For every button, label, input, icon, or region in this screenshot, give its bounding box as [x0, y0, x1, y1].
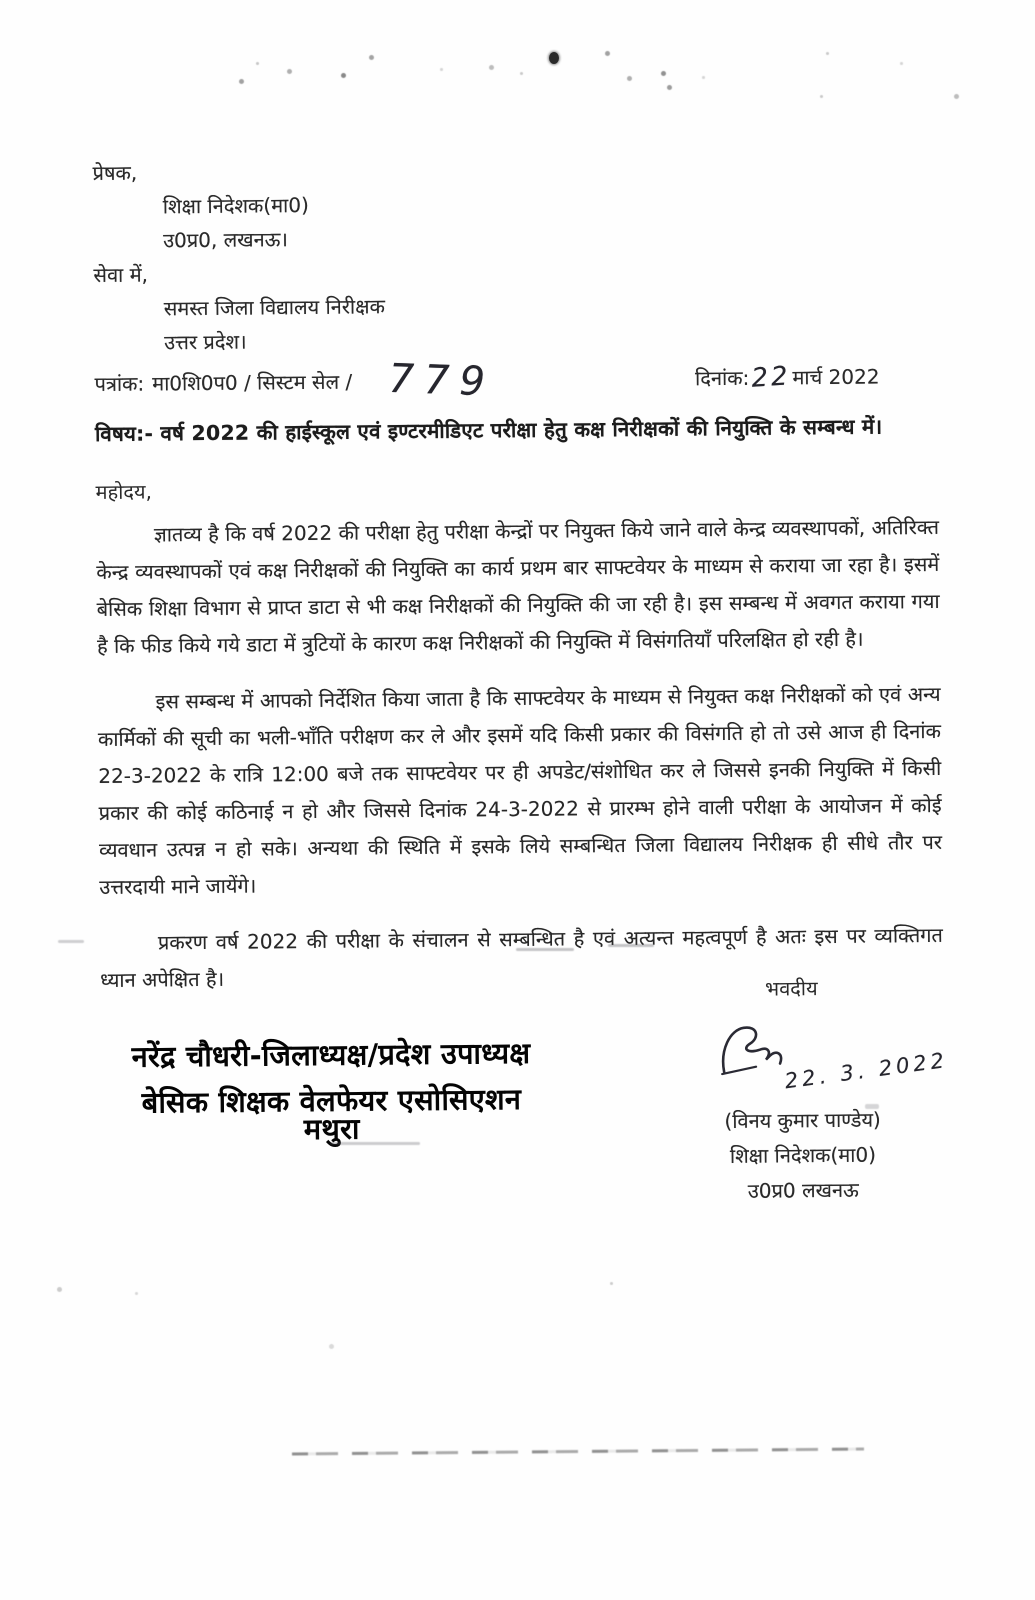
reference-number: मा0शि0प0 / सिस्टम सेल / — [152, 369, 353, 396]
scan-smudge — [608, 944, 654, 947]
sender-address: उ0प्र0, लखनऊ। — [163, 227, 289, 253]
signature-area — [652, 1016, 953, 1105]
body-paragraph-2: इस सम्बन्ध में आपको निर्देशित किया जाता है कि साफ्टवेयर के माध्यम से नियुक्त कक्ष निरीक्षकों को एवं अन्य कार्मिकों की सूची का भली-भाँति परीक्षण कर ले और इसमें यदि किसी प्रकार की विसंगति हो तो उसे आज ही दिनांक 22-3-2022 के रात्रि 12:00 बजे तक साफ्टवेयर पर ही अपडेट/संशोधित कर ले जिससे इनकी नियुक्ति में किसी प्रकार की कोई कठिनाई न हो और जिससे दिनांक 24-3-2022 से प्रारम्भ होने वाली परीक्षा के आयोजन में कोई व्यवधान उत्पन्न न हो सके। अन्यथा की स्थिति में इसके लिये सम्बन्धित जिला विद्यालय निरीक्षक ही सीधे तौर पर उत्तरदायी माने जायेंगे। — [97, 681, 943, 900]
salutation: महोदय, — [95, 479, 153, 505]
sender-name: शिक्षा निदेशक(मा0) — [162, 192, 309, 219]
handwritten-date-day: 22 — [750, 361, 792, 394]
date-month-year: मार्च 2022 — [792, 364, 880, 390]
recipient-address: उत्तर प्रदेश। — [164, 329, 247, 355]
signatory-designation: शिक्षा निदेशक(मा0) — [729, 1142, 877, 1168]
scan-smudge — [516, 948, 574, 951]
body-paragraph-1: ज्ञातव्य है कि वर्ष 2022 की परीक्षा हेतु परीक्षा केन्द्रों पर नियुक्त किये जाने वाले केन्द्र व्यवस्थापकों, अतिरिक्त केन्द्र व्यवस्थापकों एवं कक्ष निरीक्षकों की नियुक्ति का कार्य प्रथम बार साफ्टवेयर के माध्यम से कराया जा रहा है। इसमें बेसिक शिक्षा विभाग से प्राप्त डाटा से भी कक्ष निरीक्षकों की नियुक्ति की जा रही है। इस सम्बन्ध में अवगत कराया गया है कि फीड किये गये डाटा में त्रुटियों के कारण कक्ष निरीक्षकों की नियुक्ति में विसंगतियाँ परिलक्षित हो रही है। — [96, 514, 940, 659]
overlay-stamp — [88, 1029, 575, 1148]
sender-label: प्रेषक, — [92, 160, 138, 186]
recipient-label: सेवा में, — [93, 262, 149, 288]
subject-line: विषय:- वर्ष 2022 की हाईस्कूल एवं इण्टरमीडिएट परीक्षा हेतु कक्ष निरीक्षकों की नियुक्ति के सम्बन्ध में। — [94, 414, 883, 447]
scan-smudge — [330, 1142, 420, 1145]
signatory-office: उ0प्र0 लखनऊ — [747, 1177, 859, 1203]
date-label: दिनांक: — [694, 365, 750, 391]
stamp-line-2: बेसिक शिक्षक वेलफेयर एसोसिएशन — [141, 1081, 522, 1120]
scan-smudge — [58, 940, 84, 943]
handwritten-letter-number: 779 — [387, 355, 496, 406]
scan-smudge — [865, 1104, 879, 1109]
body-paragraph-3: प्रकरण वर्ष 2022 की परीक्षा के संचालन से सम्बन्धित है एवं अत्यन्त महत्वपूर्ण है अतः इस पर व्यक्तिगत ध्यान अपेक्षित है। — [100, 922, 943, 993]
recipient-name: समस्त जिला विद्यालय निरीक्षक — [163, 294, 385, 321]
reference-date-row — [94, 354, 937, 406]
signatory-name: (विनय कुमार पाण्डेय) — [724, 1107, 881, 1134]
scan-noise-dots — [0, 0, 3, 3]
signature-block — [651, 972, 953, 1210]
closing-valediction: भवदीय — [764, 976, 818, 1001]
stamp-line-1: नरेंद्र चौधरी-जिलाध्यक्ष/प्रदेश उपाध्यक्ष — [131, 1035, 531, 1074]
reference-label: पत्रांक: — [94, 371, 145, 397]
stamp-line-3: मथुरा — [303, 1111, 360, 1147]
signature-date-handwritten: 22. 3. 2022 — [783, 1047, 950, 1094]
date-group — [695, 360, 880, 396]
